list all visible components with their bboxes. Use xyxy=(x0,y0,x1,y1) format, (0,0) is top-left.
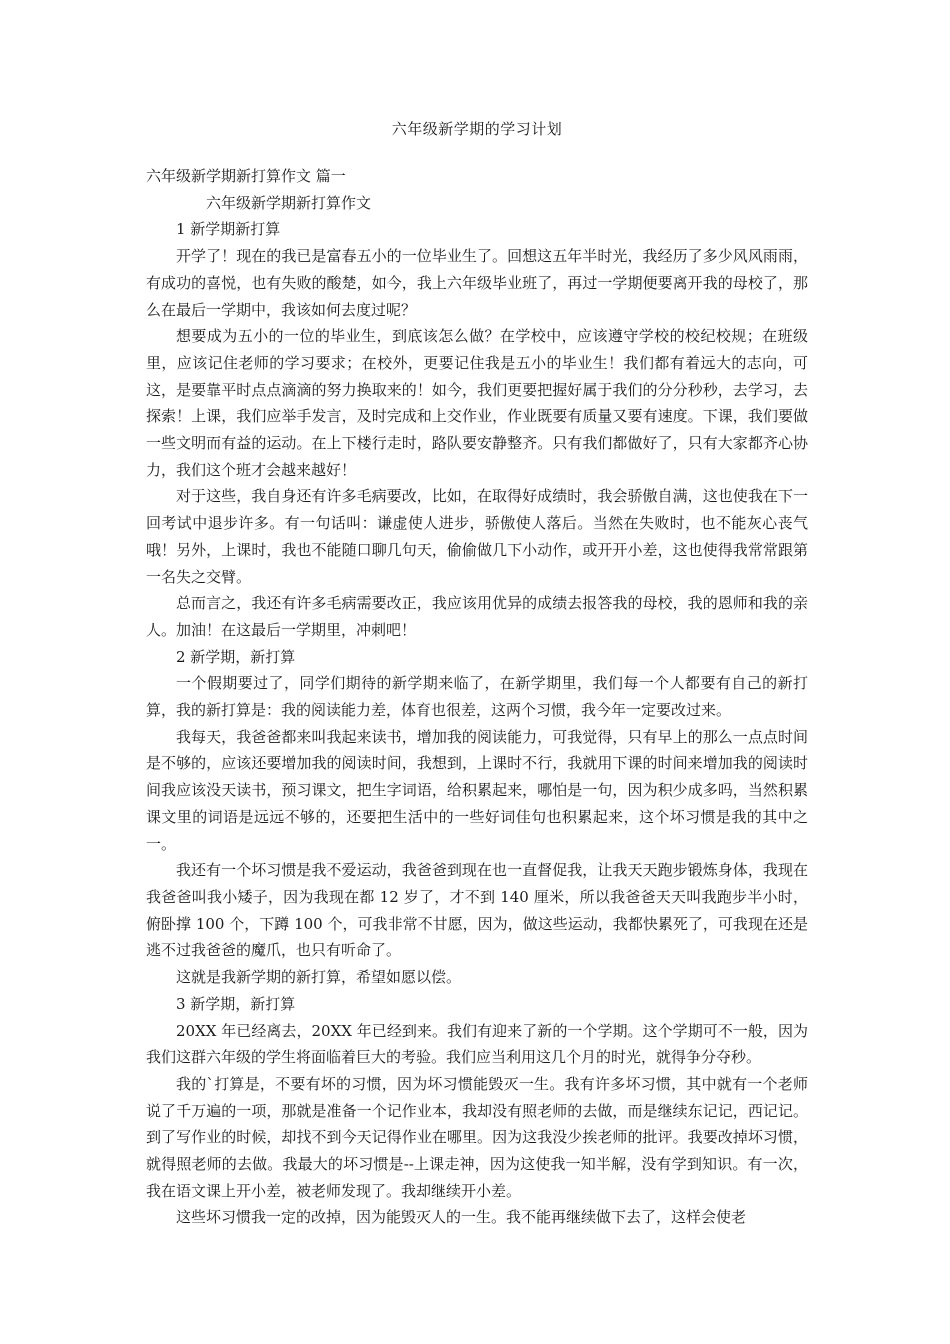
paragraph: 想要成为五小的一位的毕业生，到底该怎么做？在学校中，应该遵守学校的校纪校规；在班级里，应该记住老师的学习要求；在校外，更要记住我是五小的毕业生！我们都有着远大的志向，可这，是要靠平时点点滴滴的努力换取来的！如今，我们更要把握好属于我们的分分秒秒，去学习，去探索！上课，我们应举手发言，及时完成和上交作业，作业既要有质量又要有速度。下课，我们要做一些文明而有益的运动。在上下楼行走时，路队要安静整齐。只有我们都做好了，只有大家都齐心协力，我们这个班才会越来越好！ xyxy=(146,327,808,479)
paragraph: 一个假期要过了，同学们期待的新学期来临了，在新学期里，我们每一个人都要有自己的新打算，我的新打算是：我的阅读能力差，体育也很差，这两个习惯，我今年一定要改过来。 xyxy=(146,674,808,720)
paragraph: 我每天，我爸爸都来叫我起来读书，增加我的阅读能力，可我觉得，只有早上的那么一点点时间是不够的，应该还要增加我的阅读时间，我想到，上课时不行，我就用下课的时间来增加我的阅读时间我应该没天读书，预习课文，把生字词语，给积累起来，哪怕是一句，因为积少成多吗，当然积累课文里的词语是远远不够的，还要把生活中的一些好词佳句也积累起来，这个坏习惯是我的其中之一。 xyxy=(146,727,808,853)
subtitle: 六年级新学期新打算作文 xyxy=(206,193,372,212)
paragraph: 2 新学期，新打算 xyxy=(176,647,296,666)
paragraph: 总而言之，我还有许多毛病需要改正，我应该用优异的成绩去报答我的母校，我的恩师和我的亲人。加油！在这最后一学期里，冲刺吧！ xyxy=(146,594,808,639)
paragraph: 1 新学期新打算 xyxy=(176,220,281,239)
document-title: 六年级新学期的学习计划 xyxy=(391,120,563,138)
paragraph: 3 新学期，新打算 xyxy=(176,994,296,1013)
paragraph: 开学了！现在的我已是富春五小的一位毕业生了。回想这五年半时光，我经历了多少风风雨雨，有成功的喜悦，也有失败的酸楚，如今，我上六年级毕业班了，再过一学期便要离开我的母校了，那么在最后一学期中，我该如何去度过呢？ xyxy=(146,247,808,319)
document-body xyxy=(146,163,808,1231)
paragraph: 我还有一个坏习惯是我不爱运动，我爸爸到现在也一直督促我，让我天天跑步锻炼身体，我现在我爸爸叫我小矮子，因为我现在都 12 岁了，才不到 140 厘米，所以我爸爸天天叫我跑步半小时，俯卧撑 100 个，下蹲 100 个，可我非常不甘愿，因为，做这些运动，我都快累死了，可我现在还是逃不过我爸爸的魔爪，也只有听命了。 xyxy=(146,861,808,960)
paragraph: 20XX 年已经离去，20XX 年已经到来。我们有迎来了新的一个学期。这个学期可不一般，因为我们这群六年级的学生将面临着巨大的考验。我们应当利用这几个月的时光，就得争分夺秒。 xyxy=(146,1021,808,1067)
paragraph: 我的`打算是，不要有坏的习惯，因为坏习惯能毁灭一生。我有许多坏习惯，其中就有一个老师说了千万遍的一项，那就是准备一个记作业本，我却没有照老师的去做，而是继续东记记，西记记。到了写作业的时候，却找不到今天记得作业在哪里。因为这我没少挨老师的批评。我要改掉坏习惯，就得照老师的去做。我最大的坏习惯是--上课走神，因为这使我一知半解，没有学到知识。有一次，我在语文课上开小差，被老师发现了。我却继续开小差。 xyxy=(146,1074,808,1200)
paragraph: 这就是我新学期的新打算，希望如愿以偿。 xyxy=(176,968,462,987)
paragraph: 这些坏习惯我一定的改掉，因为能毁灭人的一生。我不能再继续做下去了，这样会使老 xyxy=(176,1208,747,1227)
section-heading: 六年级新学期新打算作文 篇一 xyxy=(146,167,346,185)
paragraph: 对于这些，我自身还有许多毛病要改，比如，在取得好成绩时，我会骄傲自满，这也使我在下一回考试中退步许多。有一句话叫：谦虚使人进步，骄傲使人落后。当然在失败时，也不能灰心丧气哦！另外，上课时，我也不能随口聊几句天，偷偷做几下小动作，或开开小差，这也使得我常常跟第一名失之交臂。 xyxy=(146,487,808,586)
